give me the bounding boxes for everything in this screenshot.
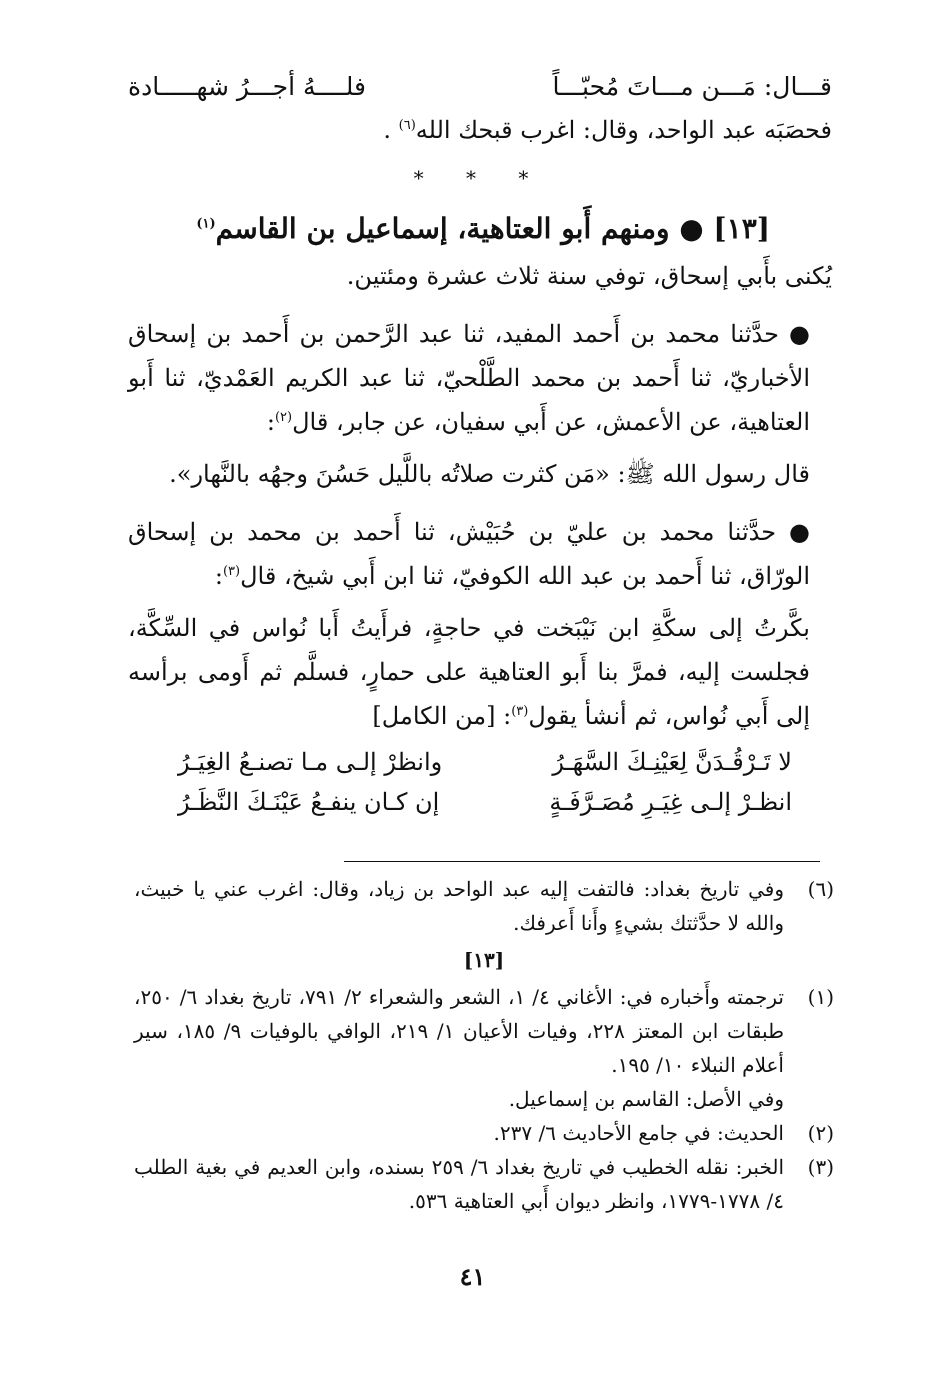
- verse-hemistich-right: قـــال: مَـــن مـــاتَ مُحبّـــاً: [552, 72, 832, 101]
- poem: [128, 742, 832, 822]
- poem-hemistich-right: انظـرْ إلـى غِيَـرِ مُصَـرَّفَـةٍ: [549, 788, 792, 816]
- poem-hemistich-left: وانظرْ إلـى مـا تصنـعُ الغِيَـرُ: [178, 748, 443, 776]
- footnote-text: الحديث: في جامع الأحاديث ٦/ ٢٣٧.: [493, 1121, 784, 1145]
- footnote: [134, 872, 834, 940]
- footnote-text: وفي تاريخ بغداد: فالتفت إليه عبد الواحد بن زياد، وقال: اغرب عني يا خبيث، والله لا حدَّثتك بشيءٍ وأَنا أَعرفك.: [134, 877, 784, 935]
- section-separator: * * *: [413, 166, 547, 190]
- closing-line: فحصَبَه عبد الواحد، وقال: اغرب قبحك الله$^{(٦)}$ .: [383, 116, 832, 144]
- footnote-ref[interactable]: (١): [196, 216, 216, 232]
- footnote-text: ترجمته وأَخباره في: الأغاني ٤/ ١، الشعر والشعراء ٢/ ٧٩١، تاريخ بغداد ٦/ ٢٥٠، طبقات ابن المعتز ٢٢٨، وفيات الأعيان ١/ ٢١٩، الوافي بالوفيات ٩/ ١٨٥، سير أعلام النبلاء ١٠/ ١٩٥.: [134, 985, 784, 1077]
- footnote-continuation: وفي الأصل: القاسم بن إسماعيل.: [508, 1087, 784, 1111]
- main-text: [128, 66, 832, 822]
- hadith-chain-2: ● حدَّثنا محمد بن عليّ بن حُبَيْش، ثنا أَحمد بن محمد بن إسحاق الورّاق، ثنا أَحمد بن عبد الله الكوفيّ، ثنا ابن أَبي شيخ، قال$^{(٣)}$:: [128, 518, 810, 590]
- poem-verse: [128, 742, 832, 782]
- footnote-number: (٣): [807, 1155, 834, 1179]
- footnotes: [134, 872, 834, 1218]
- footnote: [134, 980, 834, 1082]
- footnote-number: (٦): [807, 877, 834, 901]
- hadith-chain-1: ● حدَّثنا محمد بن أَحمد المفيد، ثنا عبد الرَّحمن بن أَحمد بن إسحاق الأخباريّ، ثنا أَحمد بن محمد الطَّلْحيّ، ثنا عبد الكريم العَمْديّ، ثنا أَبو العتاهية، عن الأعمش، عن أَبي سفيان، عن جابر، قال$^{(٢)}$:: [128, 320, 810, 436]
- footnote-ref[interactable]: (٦): [398, 118, 416, 133]
- poem-hemistich-left: إن كـان ينفـعُ عَيْنَـكَ النَّظَـرُ: [178, 788, 440, 816]
- footnote-ref[interactable]: (٣): [511, 704, 529, 719]
- footnote-number: (١): [807, 985, 834, 1009]
- opening-verse: [128, 66, 832, 108]
- story-paragraph: بكَّرتُ إلى سكَّةِ ابن نَيْبَخت في حاجةٍ، فرأَيتُ أَبا نُواس في السِّكَّة، فجلست إليه، فمرَّ بنا أَبو العتاهية على حمارٍ، فسلَّم ثم أَومى برأسه إلى أَبي نُواس، ثم أنشأ يقول$^{(٣)}$: [من الكامل]: [128, 614, 810, 730]
- biography-line: يُكنى بأَبي إسحاق، توفي سنة ثلاث عشرة ومئتين.: [346, 262, 832, 290]
- footnote-divider: [344, 861, 820, 862]
- footnote-text: الخبر: نقله الخطيب في تاريخ بغداد ٦/ ٢٥٩ بسنده، وابن العديم في بغية الطلب ٤/ ١٧٧٨-١٧٧٩، وانظر ديوان أَبي العتاهية ٥٣٦.: [134, 1155, 785, 1213]
- footnote-ref[interactable]: (٢): [274, 410, 293, 425]
- verse-hemistich-left: فلــــهُ أجـــرُ شهـــــادة: [128, 72, 366, 101]
- poem-verse: [128, 782, 832, 822]
- prophet-saying: قال رسول الله ﷺ: «مَن كثرت صلاتُه باللَّيل حَسُنَ وجهُه بالنَّهار».: [169, 460, 810, 488]
- footnote-section-label: [١٣]: [463, 948, 505, 972]
- section-heading: [١٣] ● ومنهم أَبو العتاهية، إسماعيل بن القاسم$^{(١)}$: [196, 212, 770, 245]
- page-number: ٤١: [459, 1262, 486, 1291]
- footnote: [134, 1150, 834, 1218]
- poem-hemistich-right: لا تَـرْقُـدَنَّ لِعَيْنِـكَ السَّهَـرُ: [552, 748, 792, 776]
- footnote-ref[interactable]: (٣): [222, 564, 241, 579]
- footnote-number: (٢): [807, 1121, 834, 1145]
- footnote: [134, 1116, 834, 1150]
